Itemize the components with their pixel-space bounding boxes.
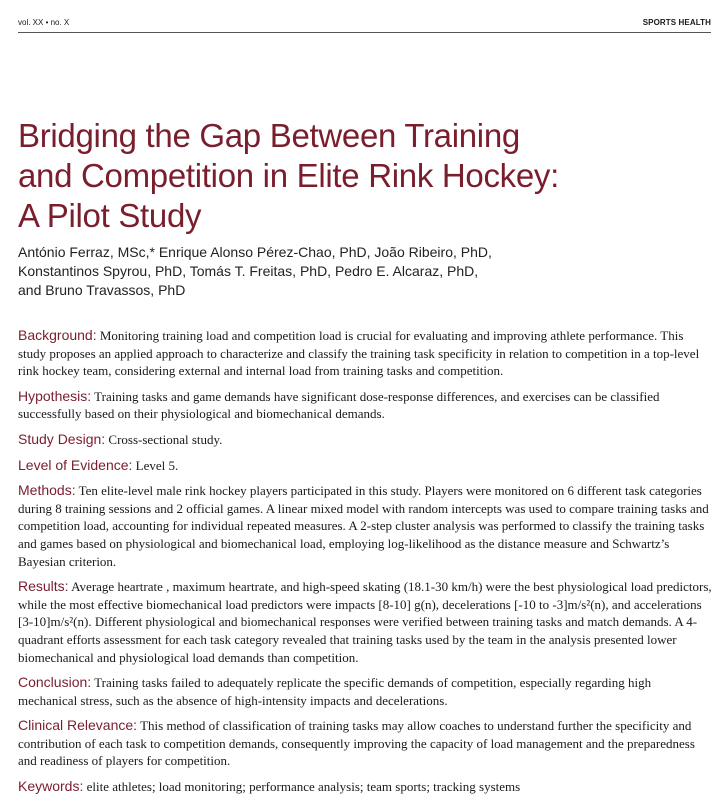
section-label: Hypothesis: (18, 387, 92, 404)
section-text: Level 5. (135, 457, 179, 473)
running-header (18, 16, 711, 33)
abstract-clinical-relevance (18, 717, 712, 770)
article-title (18, 116, 708, 236)
abstract-results (18, 578, 712, 666)
abstract-keywords (18, 778, 712, 796)
section-label: Study Design: (18, 430, 106, 447)
section-text: Average heartrate , maximum heartrate, and high-speed skating (18.1-30 km/h) were the best physiological load predictors, while the most effective biomechanical load predictors were impacts [8-10] g(n), decelerations [-10 to -3]m/s²(n), and accelerations [3-10]m/s²(n). Different physiological and biomechanical responses were verified between training tasks and match demands. A 4-quadrant efforts assessment for each task category revealed that training tasks used by the team in the analysis presented lower biomechanical and physiological load demands than competition. (18, 579, 712, 665)
title-line: and Competition in Elite Rink Hockey: (18, 157, 559, 194)
author-line: António Ferraz, MSc,* Enrique Alonso Pérez-Chao, PhD, João Ribeiro, PhD, (18, 244, 492, 260)
abstract-level-of-evidence (18, 457, 712, 475)
journal-name: SPORTS HEALTH (642, 18, 711, 27)
section-label: Background: (18, 327, 97, 343)
author-line: and Bruno Travassos, PhD (18, 282, 186, 298)
section-text: Monitoring training load and competition load is crucial for evaluating and improving athlete performance. This study proposes an applied approach to characterize and classify the training task specificity in relation to competition in a top-level rink hockey team, considering external and internal load from training tasks and competition. (18, 328, 700, 379)
section-text: Ten elite-level male rink hockey players participated in this study. Players were monitored on 6 different task categories during 8 training sessions and 2 official games. A linear mixed model with random intercepts was used to compare training tasks and competition load, accounting for individual repeated measures. A 2-step cluster analysis was performed to classify the training tasks and games based on physiological and biomechanical load, employing log-likelihood as the distance measure and Schwartz’s Bayesian criterion. (18, 483, 709, 569)
section-label: Results: (18, 578, 69, 595)
abstract-study-design (18, 431, 712, 449)
section-label: Conclusion: (18, 674, 92, 691)
author-list (18, 243, 708, 300)
abstract-background (18, 327, 712, 380)
section-label: Keywords: (18, 778, 84, 795)
title-line: A Pilot Study (18, 197, 202, 234)
abstract (18, 327, 712, 804)
title-line: Bridging the Gap Between Training (18, 117, 520, 154)
section-text: elite athletes; load monitoring; performance analysis; team sports; tracking systems (86, 779, 521, 795)
section-text: Training tasks and game demands have significant dose-response differences, and exercises can be classified successfully based on their physiological and biomechanical demands. (18, 388, 660, 422)
section-label: Clinical Relevance: (18, 717, 138, 734)
author-line: Konstantinos Spyrou, PhD, Tomás T. Freitas, PhD, Pedro E. Alcaraz, PhD, (18, 263, 479, 279)
abstract-conclusion (18, 674, 712, 709)
abstract-methods (18, 482, 712, 570)
abstract-hypothesis (18, 388, 712, 423)
section-label: Level of Evidence: (18, 456, 133, 473)
section-text: Training tasks failed to adequately replicate the specific demands of competition, especially regarding high mechanical stress, such as the absence of high-intensity impacts and decelerations. (18, 675, 652, 708)
volume-issue: vol. XX • no. X (18, 18, 70, 27)
section-label: Methods: (18, 482, 76, 499)
section-text: Cross-sectional study. (108, 431, 223, 447)
section-text: This method of classification of training tasks may allow coaches to understand further the specificity and contribution of each task to competition demands, consequently improving the capacity of load management and the preparedness and readiness of players for competition. (18, 718, 695, 769)
